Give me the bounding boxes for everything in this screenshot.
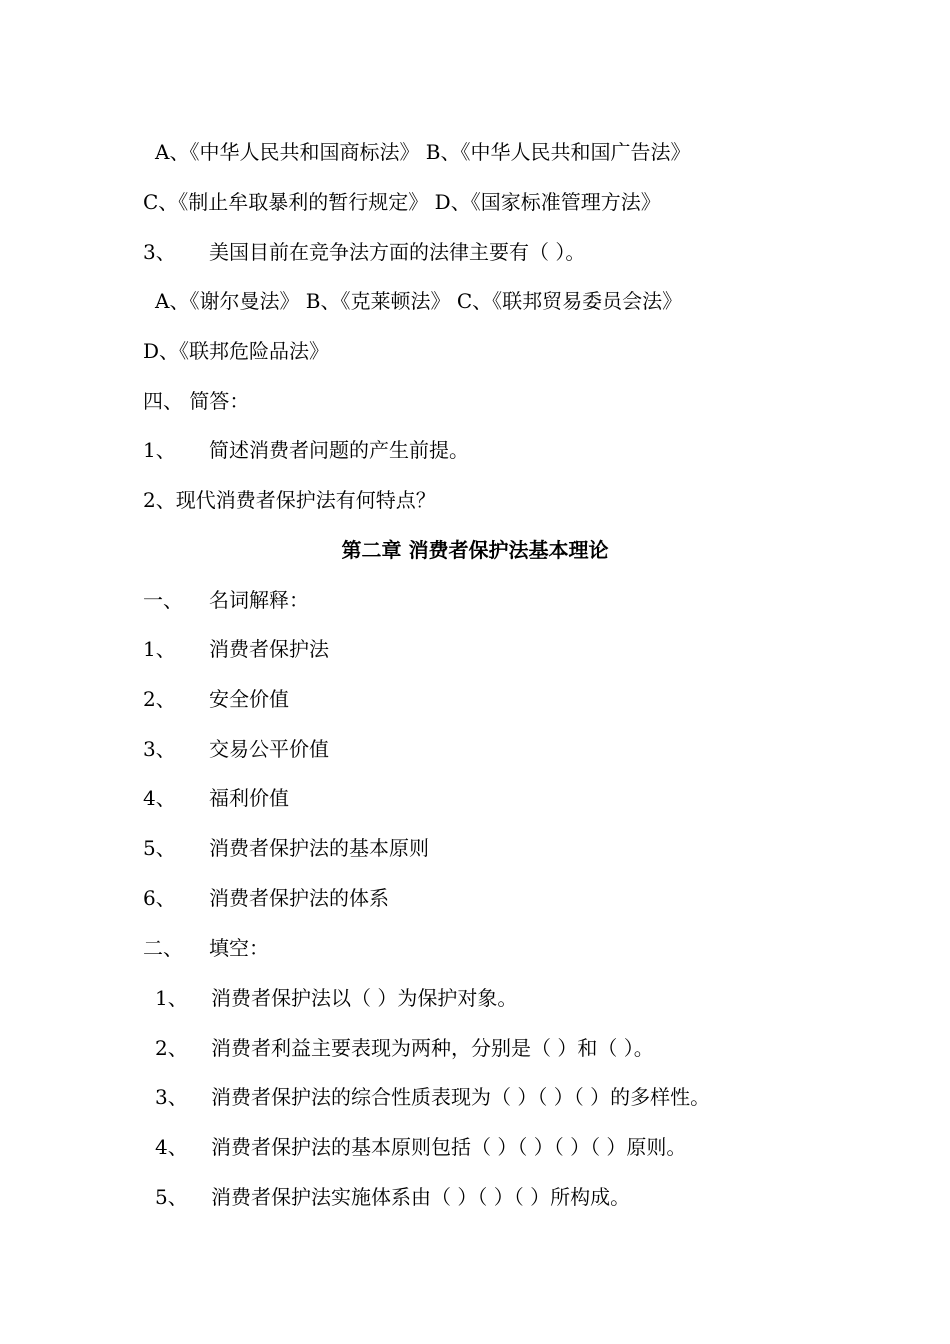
list-item <box>143 885 389 911</box>
options-text: C、《制止牟取暴利的暂行规定》 D、《国家标准管理方法》 <box>143 190 661 214</box>
item-text: 消费者保护法的体系 <box>209 886 389 910</box>
question-text: 2、现代消费者保护法有何特点？ <box>143 488 436 512</box>
list-item <box>143 785 289 811</box>
options-line-4 <box>143 338 329 364</box>
item-number: 4、 <box>155 1135 188 1159</box>
options-line-1 <box>155 139 691 165</box>
section-number: 一、 <box>143 588 183 612</box>
section-text: 名词解释： <box>209 588 309 612</box>
list-item <box>143 835 429 861</box>
question-text: 简述消费者问题的产生前提。 <box>209 438 469 462</box>
list-item <box>143 736 329 762</box>
item-text: 福利价值 <box>209 786 289 810</box>
options-text: A、《谢尔曼法》 B、《克莱顿法》 C、《联邦贸易委员会法》 <box>155 289 683 313</box>
item-number: 5、 <box>155 1185 188 1209</box>
chapter-title: 第二章 消费者保护法基本理论 <box>341 538 609 562</box>
question-3 <box>143 239 586 265</box>
list-item <box>155 1035 654 1061</box>
item-number: 2、 <box>155 1036 188 1060</box>
short-answer-2 <box>143 487 436 513</box>
item-text: 消费者利益主要表现为两种，分别是（ ）和（ ）。 <box>211 1036 654 1060</box>
list-item <box>143 686 289 712</box>
item-text: 安全价值 <box>209 687 289 711</box>
list-item <box>155 985 518 1011</box>
options-line-3 <box>155 288 682 314</box>
question-text: 美国目前在竞争法方面的法律主要有（ ）。 <box>209 240 586 264</box>
options-text: D、《联邦危险品法》 <box>143 339 330 363</box>
section-text: 四、 简答： <box>143 389 250 413</box>
list-item <box>143 636 329 662</box>
item-text: 消费者保护法 <box>209 637 329 661</box>
list-item <box>155 1184 631 1210</box>
options-text: A、《中华人民共和国商标法》 B、《中华人民共和国广告法》 <box>155 140 691 164</box>
item-number: 3、 <box>155 1085 188 1109</box>
item-number: 3、 <box>143 737 176 761</box>
item-number: 2、 <box>143 687 176 711</box>
item-number: 5、 <box>143 836 176 860</box>
item-text: 消费者保护法实施体系由（ ）（ ）（ ）所构成。 <box>211 1185 631 1209</box>
item-number: 4、 <box>143 786 176 810</box>
item-text: 消费者保护法的基本原则 <box>209 836 429 860</box>
section-number: 二、 <box>143 936 183 960</box>
short-answer-1 <box>143 437 469 463</box>
item-text: 消费者保护法的综合性质表现为（ ）（ ）（ ）的多样性。 <box>211 1085 711 1109</box>
item-text: 消费者保护法的基本原则包括（ ）（ ）（ ）（ ）原则。 <box>211 1135 687 1159</box>
list-item <box>155 1084 711 1110</box>
options-line-2 <box>143 189 661 215</box>
item-text: 交易公平价值 <box>209 737 329 761</box>
item-number: 6、 <box>143 886 176 910</box>
section-heading-terms <box>143 587 309 613</box>
item-number: 1、 <box>143 637 176 661</box>
question-number: 3、 <box>143 240 176 264</box>
item-number: 1、 <box>155 986 188 1010</box>
section-text: 填空： <box>209 936 269 960</box>
section-heading-fill-blank <box>143 935 269 961</box>
item-text: 消费者保护法以（ ）为保护对象。 <box>211 986 518 1010</box>
question-number: 1、 <box>143 438 176 462</box>
list-item <box>155 1134 687 1160</box>
section-heading-short-answer <box>143 388 249 414</box>
